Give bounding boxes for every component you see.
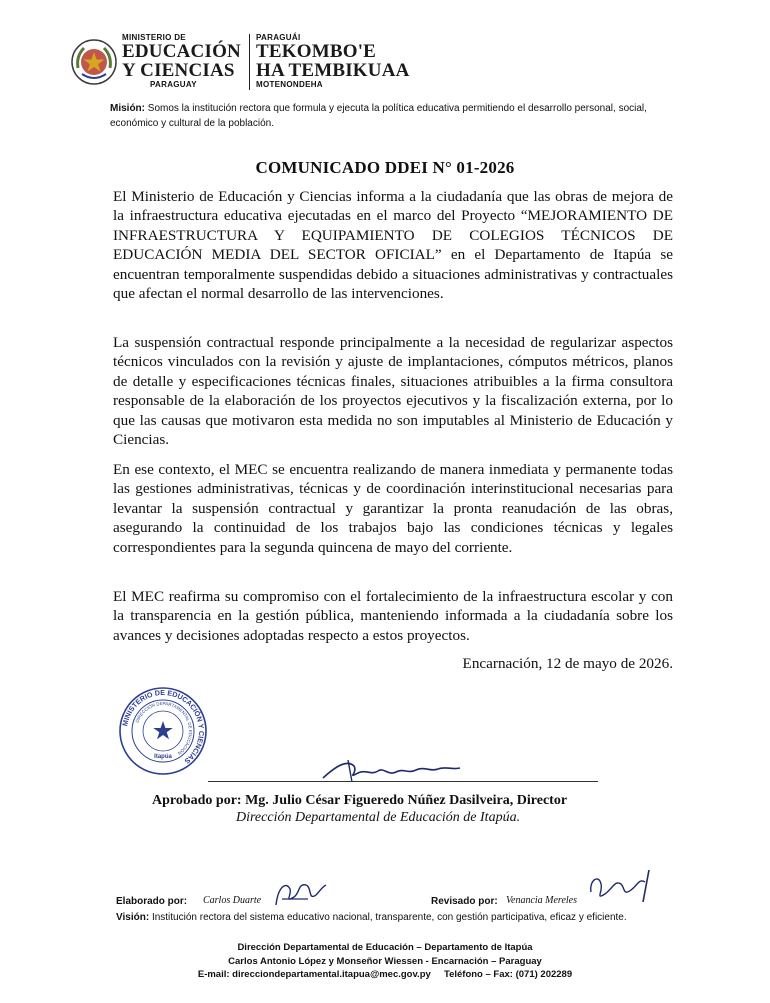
paragraph-3: En ese contexto, el MEC se encuentra realizando de manera inmediata y permanente todas las gestiones administrativas, técnicas y de coordinación interinstitucional necesarias para levantar la suspensión contractual y garantizar la pronta reanudación de las obras, asegurando la continuidad de los trabajos bajo las condiciones técnicas y legales correspondientes para la segunda quincena de mayo del corriente. [113,461,673,556]
prepared-signature [268,875,328,913]
ministry-small-top: MINISTERIO DE [122,33,186,42]
guarani-line1: TEKOMBO'E [256,41,377,62]
reviewed-by-label: Revisado por: [431,896,498,907]
paragraph-1: El Ministerio de Educación y Ciencias informa a la ciudadanía que las obras de mejora de la infraestructura educativa ejecutadas en el marco del Proyecto “MEJORAMIENTO DE INFRAESTRUCTURA Y EQUIPAMIENTO DE COLEGIOS TÉCNICOS DE EDUCACIÓN MEDIA DEL SECTOR OFICIAL” en el Departamento de Itapúa se encuentran temporalmente suspendidas debido a situaciones administrativas y contractuales que afectan el normal desarrollo de las intervenciones. [113,188,673,303]
paragraph-2: La suspensión contractual responde principalmente a la necesidad de regularizar aspectos técnicos vinculados con la revisión y ajuste de implantaciones, cómputos métricos, planos de detalle y especificaciones técnicas finales, situaciones atribuibles a la firma consultora responsable de la elaboración de los proyectos ejecutivos y la fiscalización externa, por lo que las causas que motivaron esta medida no son imputables al Ministerio de Educación y Ciencias. [113,334,673,449]
stamp-bottom-text: Itapúa [154,754,172,760]
footer-line-3: E-mail: direcciondepartamental.itapua@mec.gov.py Teléfono – Fax: (071) 202289 [197,969,573,980]
vision-statement [116,912,676,923]
official-stamp-icon [118,686,208,776]
guarani-name-block [256,33,426,89]
stamp-ring-text: MINISTERIO DE EDUCACIÓN Y CIENCIAS [120,687,207,766]
prepared-by-name: Carlos Duarte [203,895,262,906]
guarani-small-top: PARAGUÁI [256,33,301,42]
guarani-line2: HA TEMBIKUAA [256,60,410,81]
mission-label: Misión: [110,103,145,114]
reviewed-by-name: Venancia Mereles [506,895,577,906]
vision-label: Visión: [116,912,150,923]
footer-line-2: Carlos Antonio López y Monseñor Wiessen - Encarnación – Paraguay [228,956,542,967]
mission-text: Somos la institución rectora que formula y ejecuta la política educativa permitiendo el desarrollo personal, social, económico y cultural de la población. [110,103,647,129]
ministry-name-block [122,33,252,89]
document-title: COMUNICADO DDEI N° 01-2026 [255,158,515,177]
reviewed-signature [585,866,660,906]
place-date: Encarnación, 12 de mayo de 2026. [462,655,673,672]
footer-line-1: Dirección Departamental de Educación – Departamento de Itapúa [237,942,533,953]
paragraph-4: El MEC reafirma su compromiso con el fortalecimiento de la infraestructura escolar y con la transparencia en la gestión pública, manteniendo informada a la ciudadanía sobre los avances y decisiones adoptadas respecto a estos proyectos. [113,588,673,644]
paraguay-seal-icon [70,38,118,86]
header-divider [249,34,250,90]
approved-department: Dirección Departamental de Educación de Itapúa. [236,810,521,825]
guarani-small-bottom: MOTENONDEHA [256,80,323,89]
stamp-inner-text: DIRECCIÓN DEPARTAMENTAL DE EDUCACIÓN [134,700,194,756]
ministry-line2: Y CIENCIAS [122,60,235,81]
prepared-by-label: Elaborado por: [116,896,188,907]
ministry-small-bottom: PARAGUAY [150,80,197,89]
vision-text: Institución rectora del sistema educativo nacional, transparente, con gestión participativa, eficaz y eficiente. [151,912,627,923]
approved-by: Aprobado por: Mg. Julio César Figueredo Núñez Dasilveira, Director [152,793,568,808]
signature-line [208,781,598,782]
ministry-line1: EDUCACIÓN [122,41,241,62]
mission-statement [110,101,670,131]
